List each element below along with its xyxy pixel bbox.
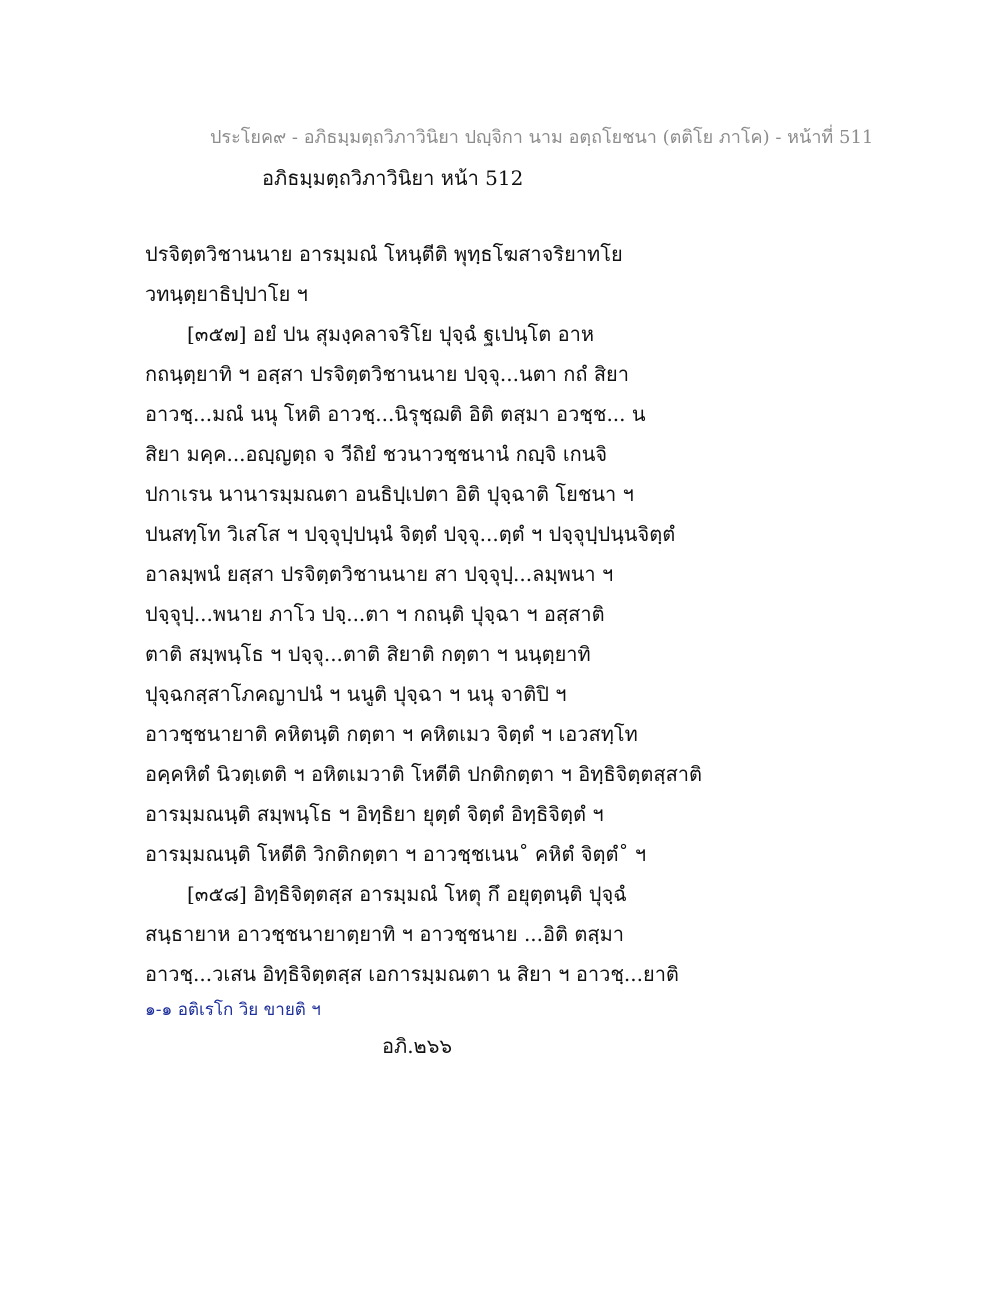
page-reference: อภิ.๒๖๖ [382,1034,453,1058]
text-line: อาวชฺ...วเสน อิทฺธิจิตฺตสฺส เอการมฺมณตา น สิยา ฯ อาวชฺ...ยาติ [145,962,679,986]
text-line: ตาติ สมฺพนฺโธ ฯ ปจฺจุ...ตาติ สิยาติ กตฺตา ฯ นนฺตฺยาทิ [145,642,591,666]
text-line: อารมฺมณนฺติ โหตีติ วิกติกตฺตา ฯ อาวชฺชเนน˚ คหิตํ จิตฺตํ˚ ฯ [145,842,647,866]
text-line: สิยา มคฺค...อญฺญตฺถ จ วีถิยํ ชวนาวชฺชนานํ กญฺจิ เกนจิ [145,442,608,466]
text-line: อาวชฺ...มณํ นนุ โหติ อาวชฺ...นิรุชฺฌติ อิติ ตสฺมา อวชฺช... น [145,402,646,426]
text-line: อาลมฺพนํ ยสฺสา ปรจิตฺตวิชานนาย สา ปจฺจุปฺ...ลมฺพนา ฯ [145,562,614,586]
paragraph-358-start: [๓๕๘] อิทฺธิจิตฺตสฺส อารมฺมณํ โหตุ กึ อยุตฺตนฺติ ปุจฺฉํ [187,882,627,906]
running-header: ประโยค๙ - อภิธมฺมตฺถวิภาวินิยา ปญฺจิกา นาม อตฺถโยชนา (ตติโย ภาโค) - หน้าที่ 511 [210,127,874,148]
document-body [145,240,865,1000]
text-line: วทนฺตฺยาธิปฺปาโย ฯ [145,282,308,306]
text-line: ปนสทฺโท วิเสโส ฯ ปจฺจุปฺปนฺนํ จิตฺตํ ปจฺจุ...ตฺตํ ฯ ปจฺจุปฺปนฺนจิตฺตํ [145,522,676,546]
text-line: สนฺธายาห อาวชฺชนายาตฺยาทิ ฯ อาวชฺชนาย ...อิติ ตสฺมา [145,922,624,946]
text-line: อาวชฺชนายาติ คหิตนฺติ กตฺตา ฯ คหิตเมว จิตฺตํ ฯ เอวสทฺโท [145,722,638,746]
text-line: อคฺคหิตํ นิวตฺเตติ ฯ อหิตเมวาติ โหตีติ ปกติกตฺตา ฯ อิทฺธิจิตฺตสฺสาติ [145,762,703,786]
text-line: ปกาเรน นานารมฺมณตา อนธิปฺเปตา อิติ ปุจฺฉาติ โยชนา ฯ [145,482,634,506]
text-line: ปรจิตฺตวิชานนาย อารมฺมณํ โหนฺตีติ พุทฺธโฆสาจริยาทโย [145,242,623,266]
paragraph-357-start: [๓๕๗] อยํ ปน สุมงฺคลาจริโย ปุจฺฉํ ฐเปนฺโต อาห [187,322,595,346]
text-line: ปจฺจุปฺ...พนาย ภาโว ปจฺ...ตา ฯ กถนฺติ ปุจฺฉา ฯ อสฺสาติ [145,602,605,626]
text-line: ปุจฺฉกสฺสาโภคญาปนํ ฯ นนูติ ปุจฺฉา ฯ นนุ จาติปิ ฯ [145,682,567,706]
text-line: อารมฺมณนฺติ สมฺพนฺโธ ฯ อิทฺธิยา ยุตฺตํ จิตฺตํ อิทฺธิจิตฺตํ ฯ [145,802,604,826]
text-line: กถนฺตฺยาทิ ฯ อสฺสา ปรจิตฺตวิชานนาย ปจฺจุ...นตา กถํ สิยา [145,362,629,386]
page-subtitle: อภิธมฺมตฺถวิภาวินิยา หน้า 512 [262,166,524,190]
footnote: ๑-๑ อติเรโก วิย ขายติ ฯ [145,1000,321,1020]
